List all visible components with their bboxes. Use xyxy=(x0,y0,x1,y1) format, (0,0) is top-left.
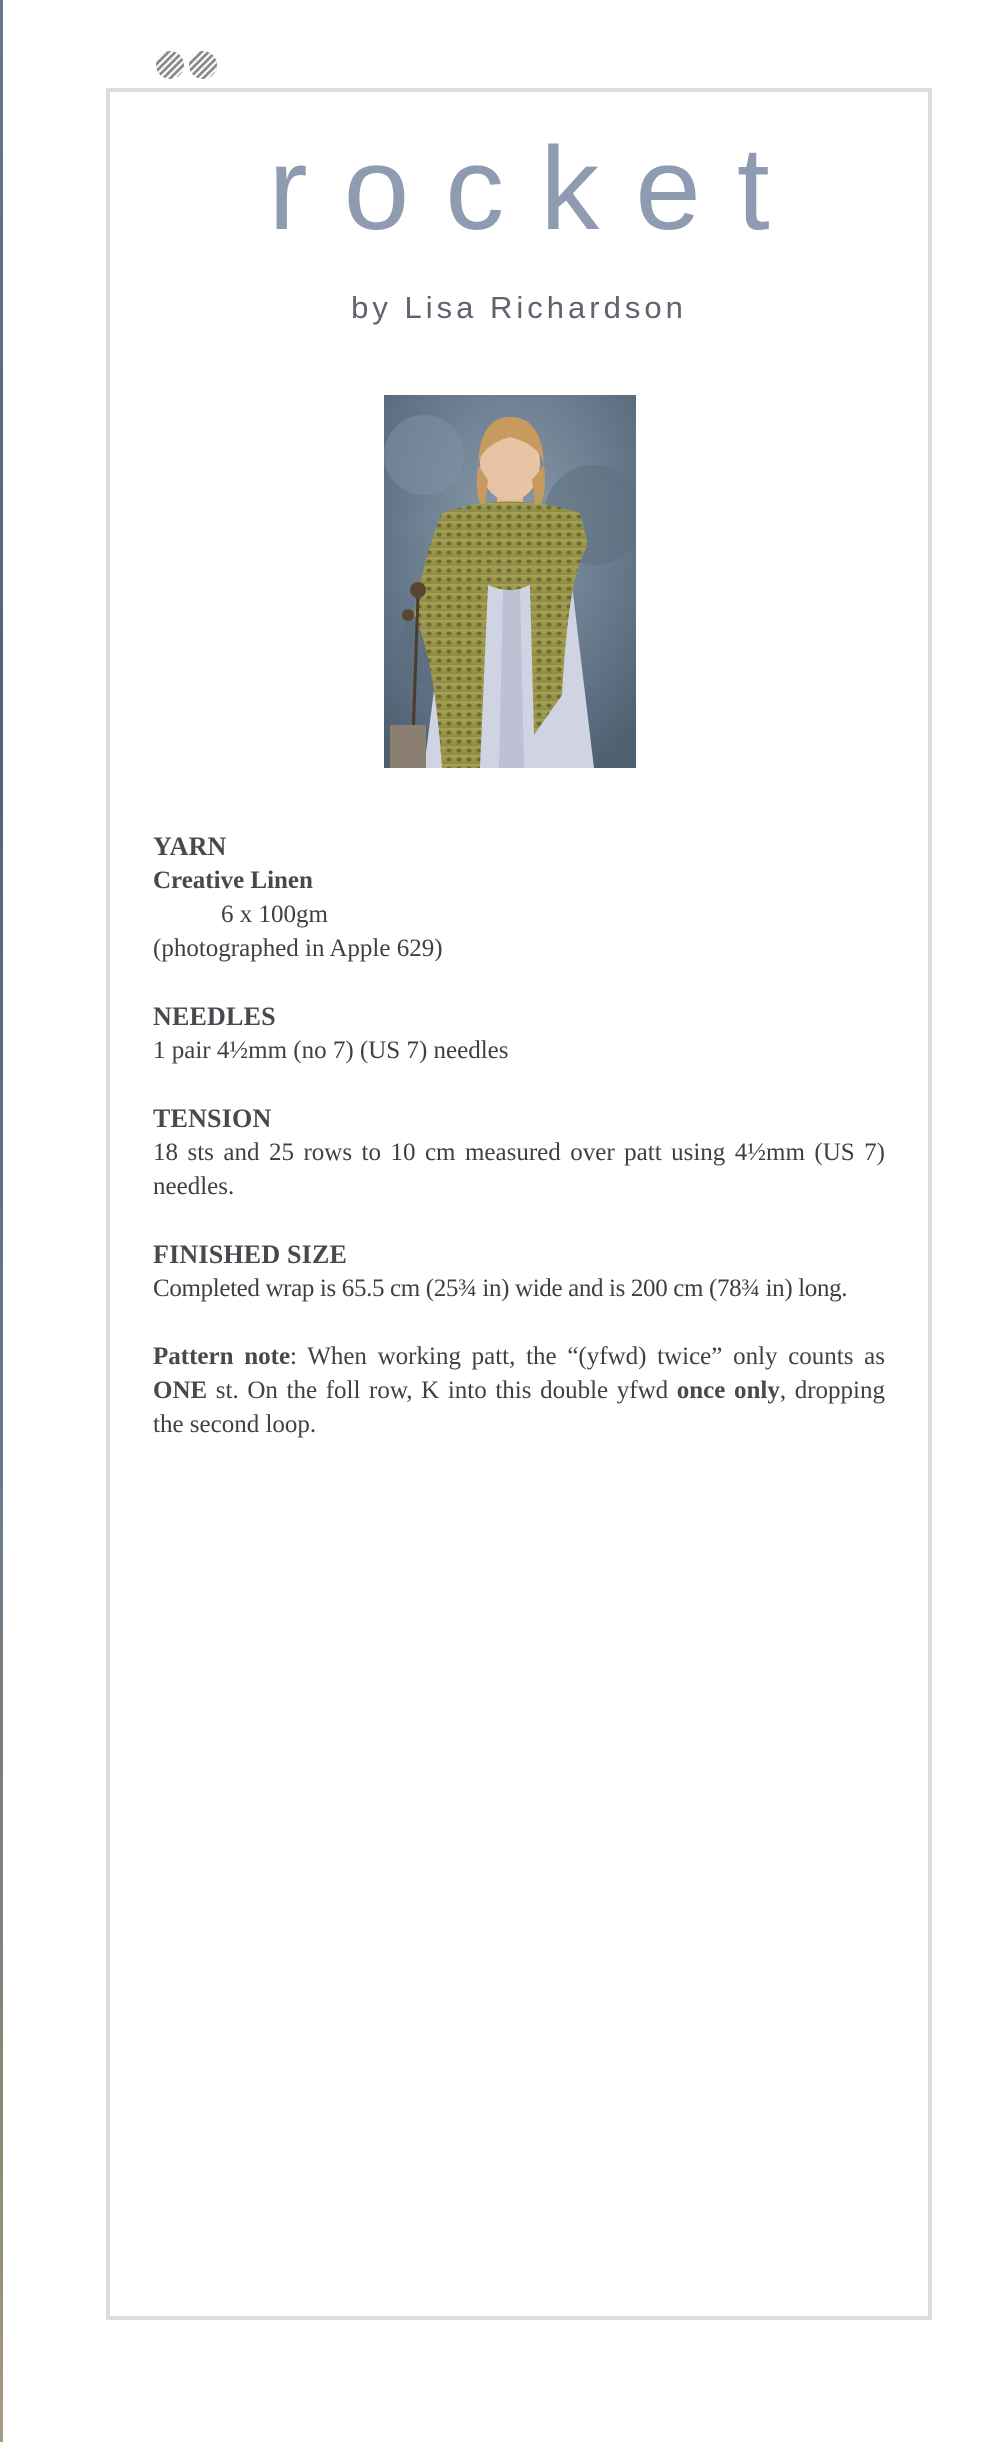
yarn-colour: (photographed in Apple 629) xyxy=(153,935,443,962)
tension-section xyxy=(153,1102,885,1204)
pattern-note-bold-one: ONE xyxy=(153,1377,208,1404)
pattern-note xyxy=(153,1340,885,1442)
yarn-heading: YARN xyxy=(153,832,227,861)
brand-logo xyxy=(155,50,219,80)
needles-text: 1 pair 4½mm (no 7) (US 7) needles xyxy=(153,1037,509,1064)
finished-size-heading: FINISHED SIZE xyxy=(153,1240,348,1269)
yarn-name: Creative Linen xyxy=(153,867,313,894)
finished-size-text: Completed wrap is 65.5 cm (25¾ in) wide and is 200 cm (78¾ in) long. xyxy=(153,1275,848,1302)
tension-text: 18 sts and 25 rows to 10 cm measured over patt using 4½mm (US 7) needles. xyxy=(153,1139,885,1200)
model-photo xyxy=(384,395,636,768)
yarn-section xyxy=(153,830,885,966)
pattern-note-bold-once-only: once only xyxy=(676,1377,780,1404)
finished-size-section xyxy=(153,1238,885,1306)
page-edge-photo-strip xyxy=(0,0,3,2442)
pattern-title: rocket xyxy=(268,123,806,255)
pattern-note-label: Pattern note xyxy=(153,1343,291,1370)
pattern-byline: by Lisa Richardson xyxy=(351,290,687,325)
needles-heading: NEEDLES xyxy=(153,1002,276,1031)
yarn-quantity: 6 x 100gm xyxy=(221,901,328,928)
needles-section xyxy=(153,1000,885,1068)
tension-heading: TENSION xyxy=(153,1104,272,1133)
pattern-note-text-1: : When working patt, the “(yfwd) twice” only counts as xyxy=(290,1343,885,1370)
pattern-details xyxy=(153,830,885,1476)
pattern-note-text-2: st. On the foll row, K into this double yfwd xyxy=(207,1377,677,1404)
yarn-ball-icon xyxy=(155,50,185,80)
yarn-ball-icon xyxy=(188,50,218,80)
pattern-note-text-3: , dropping the second loop. xyxy=(153,1377,886,1438)
